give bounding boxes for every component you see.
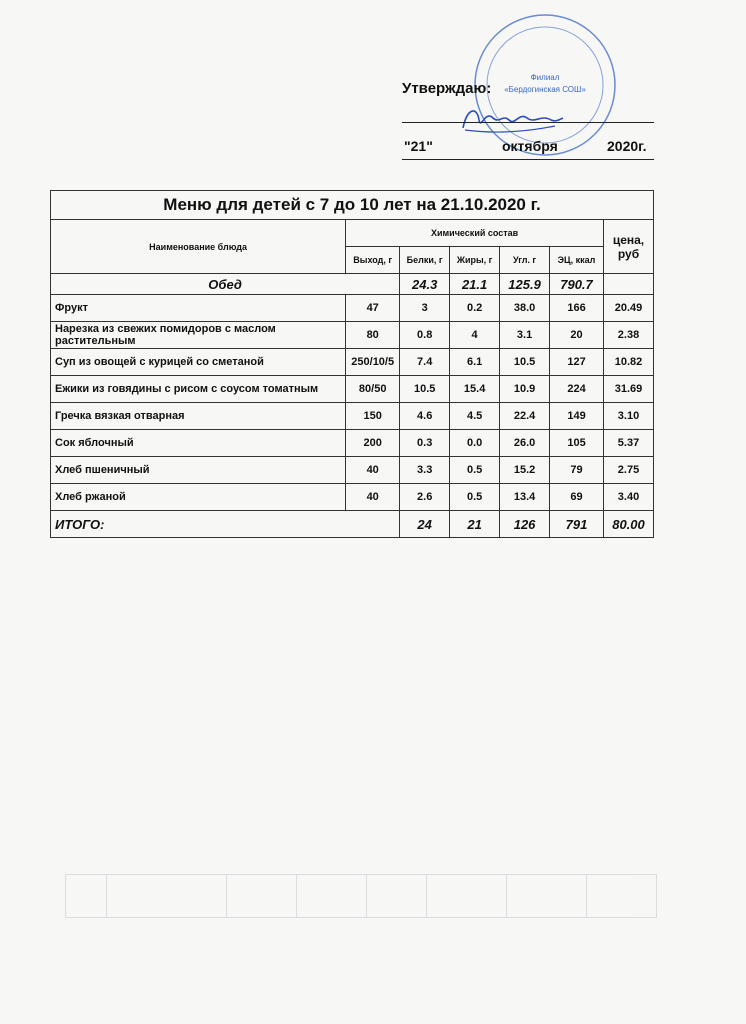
dish-fat: 0.5 [450,457,500,484]
dish-fat: 0.2 [450,295,500,322]
dish-kcal: 127 [550,349,604,376]
section-kcal: 790.7 [550,274,604,295]
dish-weight: 40 [346,457,400,484]
dish-price: 3.40 [603,484,653,511]
dish-price: 10.82 [603,349,653,376]
dish-weight: 250/10/5 [346,349,400,376]
dish-carbs: 15.2 [500,457,550,484]
total-price: 80.00 [603,511,653,538]
dish-protein: 0.8 [400,322,450,349]
dish-carbs: 13.4 [500,484,550,511]
approval-day: "21" [404,138,433,154]
dish-weight: 40 [346,484,400,511]
menu-table [50,190,654,538]
table-row [51,295,654,322]
dish-fat: 4 [450,322,500,349]
dish-carbs: 38.0 [500,295,550,322]
dish-kcal: 224 [550,376,604,403]
approve-signature-line [402,122,654,123]
dish-protein: 3.3 [400,457,450,484]
header-chemical-composition: Химический состав [346,220,604,247]
dish-carbs: 10.5 [500,349,550,376]
dish-name: Фрукт [51,295,346,322]
dish-name: Сок яблочный [51,430,346,457]
dish-price: 31.69 [603,376,653,403]
dish-kcal: 149 [550,403,604,430]
dish-fat: 15.4 [450,376,500,403]
total-row [51,511,654,538]
dish-fat: 4.5 [450,403,500,430]
header-weight: Выход, г [346,247,400,274]
header-kcal: ЭЦ, ккал [550,247,604,274]
dish-price: 3.10 [603,403,653,430]
table-row [51,484,654,511]
section-carbs: 125.9 [500,274,550,295]
dish-protein: 4.6 [400,403,450,430]
dish-fat: 6.1 [450,349,500,376]
menu-title: Меню для детей с 7 до 10 лет на 21.10.2020 г. [51,191,654,220]
dish-protein: 7.4 [400,349,450,376]
section-price [603,274,653,295]
dish-kcal: 105 [550,430,604,457]
header-carbs: Угл. г [500,247,550,274]
approve-label: Утверждаю: [402,80,492,97]
dish-price: 5.37 [603,430,653,457]
dish-name: Нарезка из свежих помидоров с маслом растительным [51,322,346,349]
dish-name: Хлеб пшеничный [51,457,346,484]
total-protein: 24 [400,511,450,538]
dish-weight: 150 [346,403,400,430]
dish-name: Хлеб ржаной [51,484,346,511]
total-label: ИТОГО: [51,511,400,538]
total-carbs: 126 [500,511,550,538]
dish-kcal: 79 [550,457,604,484]
dish-name: Ежики из говядины с рисом с соусом томатным [51,376,346,403]
dish-carbs: 3.1 [500,322,550,349]
dish-fat: 0.0 [450,430,500,457]
dish-carbs: 10.9 [500,376,550,403]
dish-weight: 80/50 [346,376,400,403]
header-fat: Жиры, г [450,247,500,274]
header-protein: Белки, г [400,247,450,274]
table-row [51,403,654,430]
signature [455,100,565,140]
table-row [51,430,654,457]
dish-carbs: 22.4 [500,403,550,430]
total-kcal: 791 [550,511,604,538]
table-row [51,349,654,376]
dish-protein: 2.6 [400,484,450,511]
section-row-lunch [51,274,654,295]
approve-date-line [402,159,654,160]
total-fat: 21 [450,511,500,538]
approval-year: 2020г. [607,138,647,154]
dish-price: 20.49 [603,295,653,322]
dish-protein: 0.3 [400,430,450,457]
table-row [51,457,654,484]
dish-name: Гречка вязкая отварная [51,403,346,430]
section-fat: 21.1 [450,274,500,295]
dish-protein: 3 [400,295,450,322]
header-dish-name: Наименование блюда [51,220,346,274]
dish-price: 2.38 [603,322,653,349]
dish-kcal: 20 [550,322,604,349]
approval-month: октября [502,138,558,154]
section-protein: 24.3 [400,274,450,295]
table-row [51,322,654,349]
stamp-line-1: Филиал [530,73,560,82]
dish-fat: 0.5 [450,484,500,511]
bleed-through-table [65,874,657,918]
table-row [51,376,654,403]
header-price: цена, руб [603,220,653,274]
dish-carbs: 26.0 [500,430,550,457]
stamp-line-2: «Бердогинская СОШ» [504,85,586,94]
dish-kcal: 69 [550,484,604,511]
dish-weight: 80 [346,322,400,349]
dish-kcal: 166 [550,295,604,322]
dish-weight: 200 [346,430,400,457]
section-label: Обед [51,274,400,295]
dish-weight: 47 [346,295,400,322]
dish-name: Суп из овощей с курицей со сметаной [51,349,346,376]
dish-price: 2.75 [603,457,653,484]
dish-protein: 10.5 [400,376,450,403]
